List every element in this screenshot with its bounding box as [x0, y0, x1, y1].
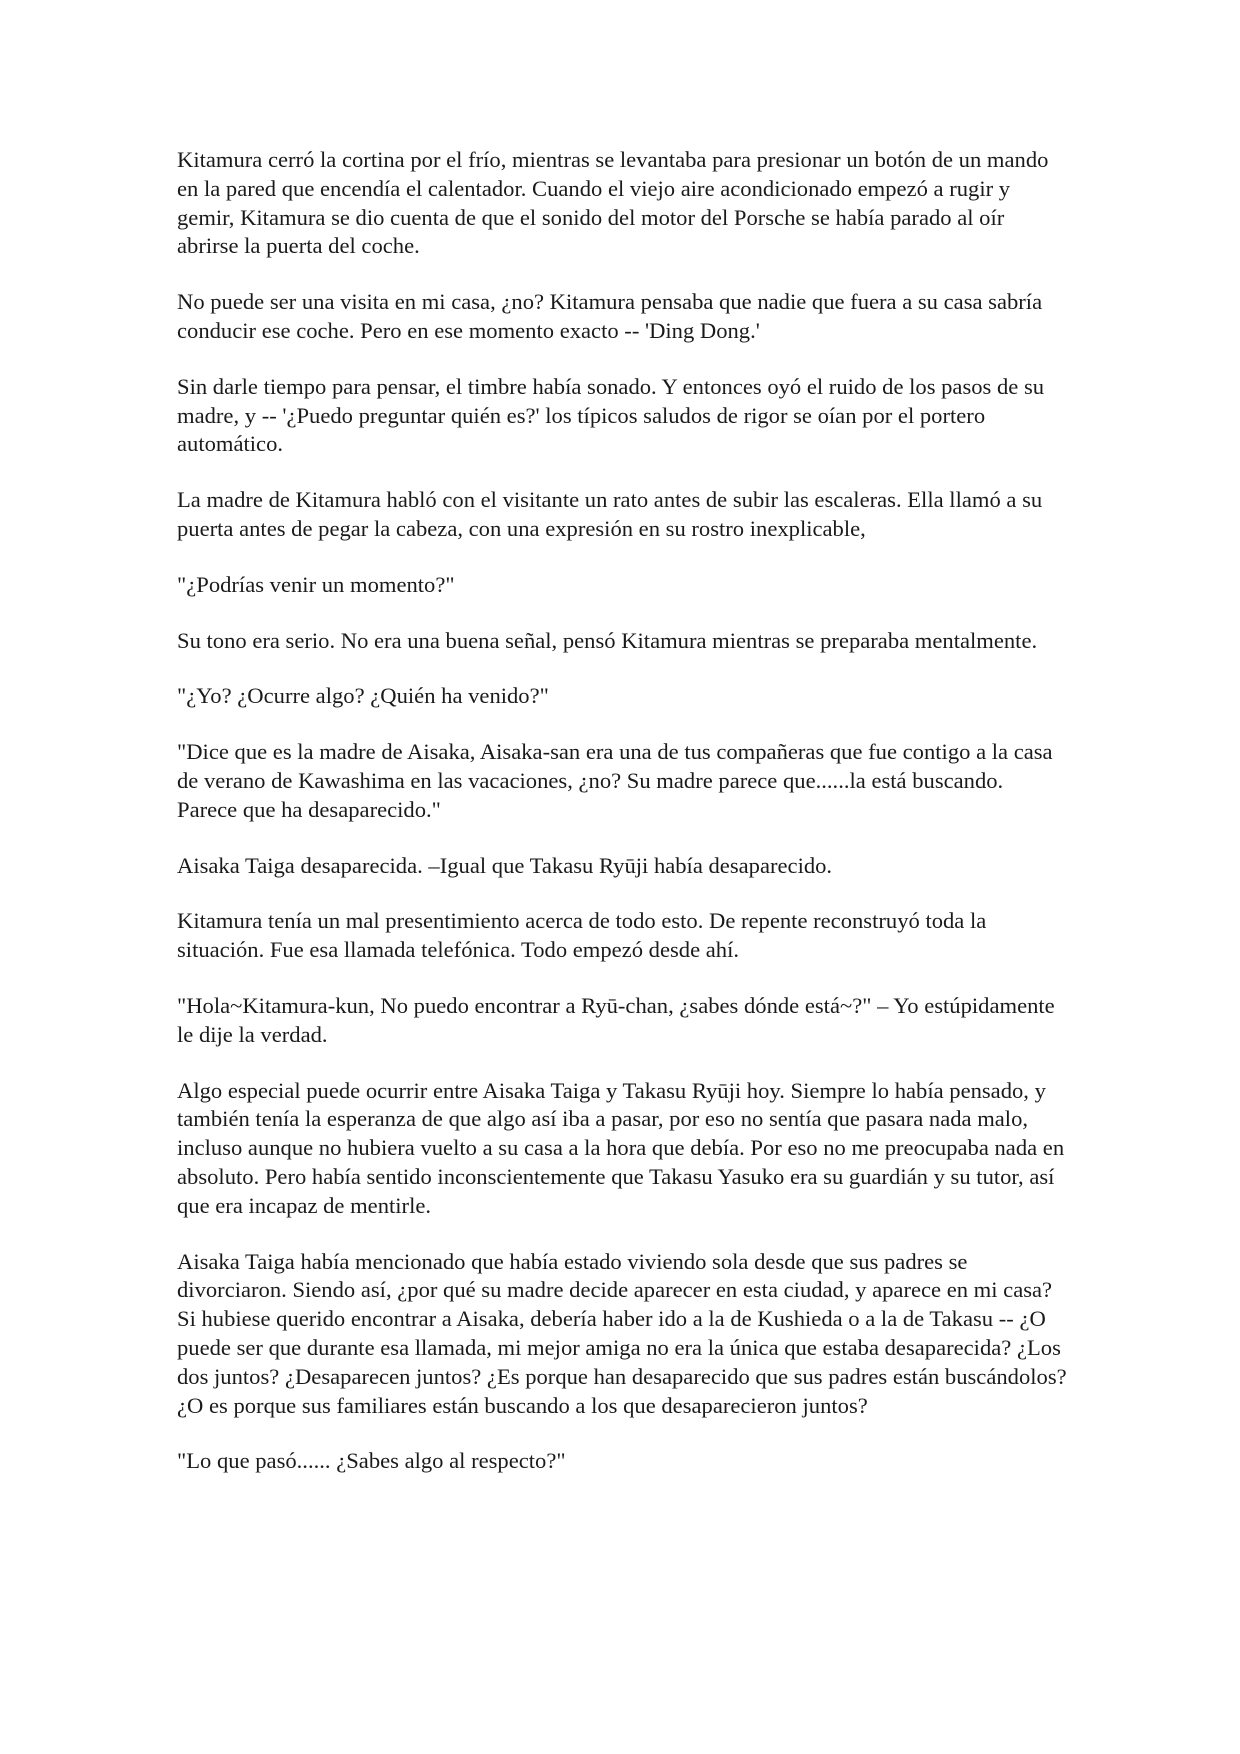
paragraph: Kitamura tenía un mal presentimiento acerca de todo esto. De repente reconstruyó toda la situación. Fue esa llamada telefónica. Todo empezó desde ahí. — [177, 908, 987, 963]
paragraph: Aisaka Taiga había mencionado que había estado viviendo sola desde que sus padres se divorciaron. Siendo así, ¿por qué su madre decide aparecer en esta ciudad, y aparece en mi casa? Si hubiese querido encontrar a Aisaka, debería haber ido a la de Kushieda o a la de Takasu -- ¿O puede ser que durante esa llamada, mi mejor amiga no era la única que estaba desaparecida? ¿Los dos juntos? ¿Desaparecen juntos? ¿Es porque han desaparecido que sus padres están buscándolos? ¿O es porque sus familiares están buscando a los que desaparecieron juntos? — [177, 1248, 1067, 1418]
paragraph: No puede ser una visita en mi casa, ¿no? Kitamura pensaba que nadie que fuera a su casa sabría conducir ese coche. Pero en ese momento exacto -- 'Ding Dong.' — [177, 289, 1043, 343]
paragraph: Aisaka Taiga desaparecida. –Igual que Takasu Ryūji había desaparecido. — [177, 852, 833, 878]
paragraph: Kitamura cerró la cortina por el frío, mientras se levantaba para presionar un botón de un mando en la pared que encendía el calentador. Cuando el viejo aire acondicionado empezó a rugir y gemir, Kitamura se dio cuenta de que el sonido del motor del Porsche se había parado al oír abrirse la puerta del coche. — [177, 147, 1049, 259]
paragraph: "¿Podrías venir un momento?" — [177, 571, 455, 597]
paragraph: "Dice que es la madre de Aisaka, Aisaka-san era una de tus compañeras que fue contigo a la casa de verano de Kawashima en las vacaciones, ¿no? Su madre parece que......la está buscando. Parece que ha desaparecido." — [177, 739, 1053, 822]
paragraph: Algo especial puede ocurrir entre Aisaka Taiga y Takasu Ryūji hoy. Siempre lo había pensado, y también tenía la esperanza de que algo así iba a pasar, por eso no sentía que pasara nada malo, incluso aunque no hubiera vuelto a su casa a la hora que debía. Por eso no me preocupaba nada en absoluto. Pero había sentido inconscientemente que Takasu Yasuko era su guardián y su tutor, así que era incapaz de mentirle. — [177, 1077, 1065, 1218]
paragraph: "¿Yo? ¿Ocurre algo? ¿Quién ha venido?" — [177, 683, 549, 709]
paragraph: La madre de Kitamura habló con el visitante un rato antes de subir las escaleras. Ella llamó a su puerta antes de pegar la cabeza, con una expresión en su rostro inexplicable, — [177, 487, 1043, 541]
paragraph: "Hola~Kitamura-kun, No puedo encontrar a Ryū-chan, ¿sabes dónde está~?" – Yo estúpidamente le dije la verdad. — [177, 992, 1055, 1047]
paragraph: Sin darle tiempo para pensar, el timbre había sonado. Y entonces oyó el ruido de los pasos de su madre, y -- '¿Puedo preguntar quién es?' los típicos saludos de rigor se oían por el portero automático. — [177, 373, 1045, 457]
body-text — [177, 146, 1067, 1503]
paragraph: "Lo que pasó...... ¿Sabes algo al respecto?" — [177, 1448, 566, 1474]
paragraph: Su tono era serio. No era una buena señal, pensó Kitamura mientras se preparaba mentalmente. — [177, 627, 1038, 653]
